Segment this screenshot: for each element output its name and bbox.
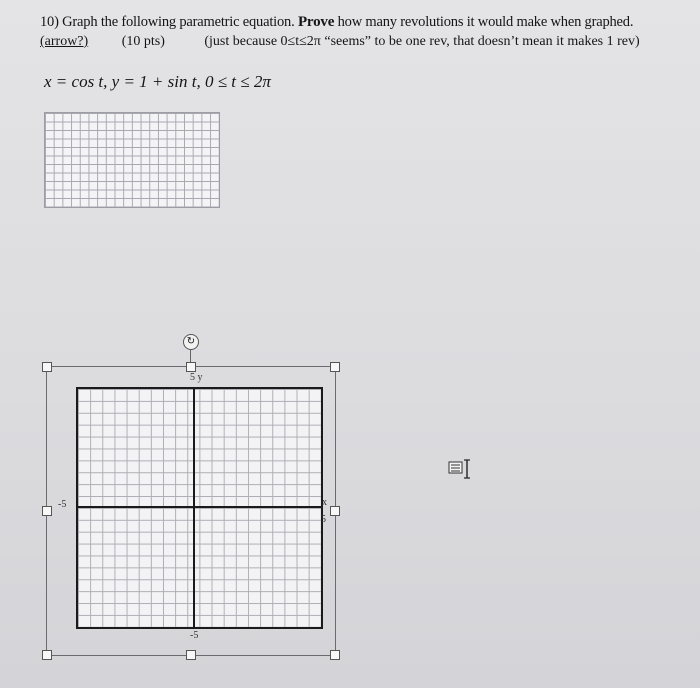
layout-cursor-icon	[448, 458, 474, 480]
x-axis-right-letter: x	[322, 497, 327, 508]
resize-handle-middle-right[interactable]	[330, 506, 340, 516]
resize-handle-bottom-left[interactable]	[42, 650, 52, 660]
resize-handle-top-middle[interactable]	[186, 362, 196, 372]
x-axis-left-label: -5	[58, 499, 67, 510]
small-grid-image	[44, 112, 220, 208]
resize-handle-top-right[interactable]	[330, 362, 340, 372]
resize-handle-bottom-middle[interactable]	[186, 650, 196, 660]
resize-handle-top-left[interactable]	[42, 362, 52, 372]
y-axis-bottom-label: -5	[190, 630, 199, 641]
parametric-equation	[44, 72, 271, 92]
question-rest-text: how many revolutions it would make when graphed.	[337, 14, 634, 30]
prove-word: Prove	[297, 14, 335, 30]
y-axis-top-label: 5 y	[190, 372, 203, 383]
resize-handle-middle-left[interactable]	[42, 506, 52, 516]
question-subline	[40, 34, 700, 50]
rotate-handle-icon[interactable]: ↻	[183, 334, 199, 350]
x-axis	[76, 506, 321, 508]
x-axis-right-label: 5	[321, 514, 326, 525]
points-label: (10 pts)	[121, 34, 165, 49]
question-number-text: 10) Graph the following parametric equation.	[40, 14, 295, 30]
question-text	[40, 14, 633, 31]
hint-text: (just because 0≤t≤2π “seems” to be one rev, that doesn’t mean it makes 1 rev)	[204, 34, 640, 49]
equation-text: x = cos t, y = 1 + sin t, 0 ≤ t ≤ 2π	[44, 72, 271, 91]
arrow-note: (arrow?)	[40, 34, 89, 49]
resize-handle-bottom-right[interactable]	[330, 650, 340, 660]
coordinate-grid	[76, 387, 323, 629]
